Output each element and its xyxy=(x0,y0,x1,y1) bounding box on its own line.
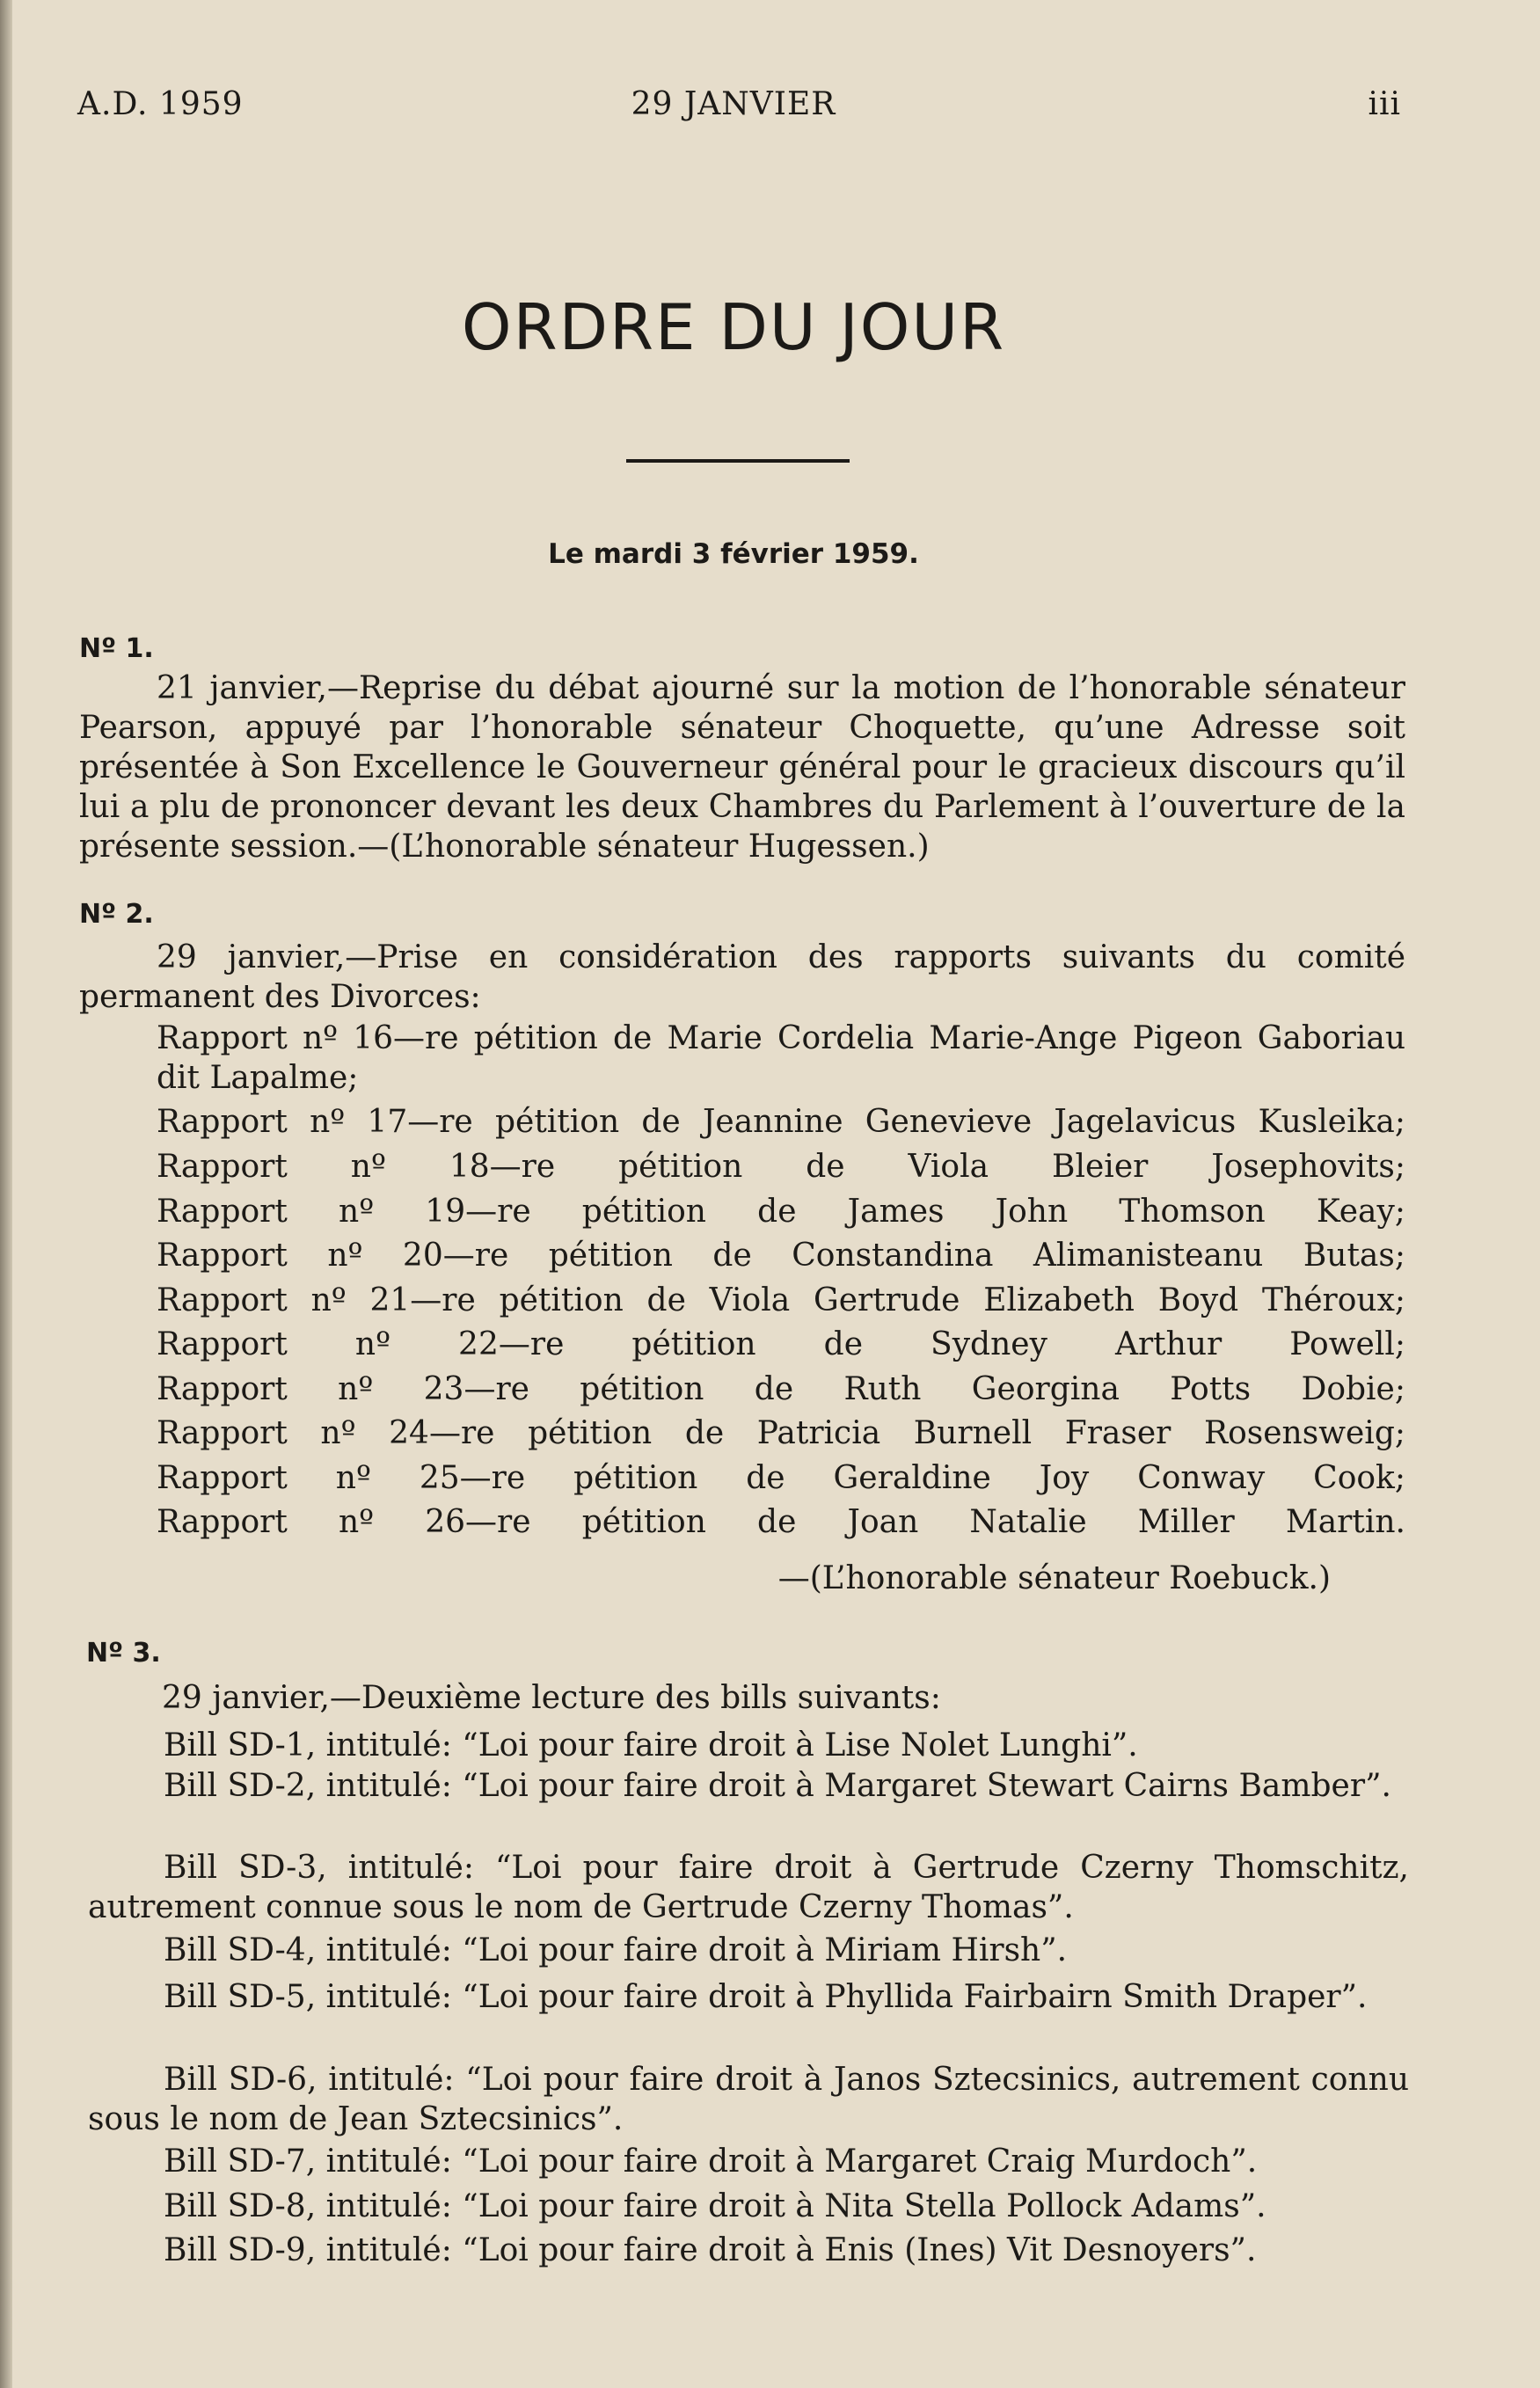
header-year: A.D. 1959 xyxy=(77,86,244,122)
bill-sd-9: Bill SD-9, intitulé: “Loi pour faire droit à Enis (Ines) Vit Desnoyers”. xyxy=(164,2232,1257,2268)
rapport-24: Rapport nº 24—re pétition de Patricia Burnell Fraser Rosensweig; xyxy=(157,1415,1405,1451)
rapport-19: Rapport nº 19—re pétition de James John Thomson Keay; xyxy=(157,1194,1405,1230)
bill-sd-5: Bill SD-5, intitulé: “Loi pour faire droit à Phyllida Fairbairn Smith Draper”. xyxy=(164,1979,1368,2015)
rapport-26: Rapport nº 26—re pétition de Joan Natalie Miller Martin. xyxy=(157,1504,1405,1540)
rapport-21: Rapport nº 21—re pétition de Viola Gertrude Elizabeth Boyd Théroux; xyxy=(157,1282,1405,1318)
rapport-16: Rapport nº 16—re pétition de Marie Cordelia Marie-Ange Pigeon Gaboriau dit Lapalme; xyxy=(157,1020,1405,1096)
item-2-label: Nº 2. xyxy=(79,899,154,930)
header-date: 29 JANVIER xyxy=(631,86,836,122)
rapport-18: Rapport nº 18—re pétition de Viola Bleier Josephovits; xyxy=(157,1149,1405,1185)
rapport-23: Rapport nº 23—re pétition de Ruth Georgina Potts Dobie; xyxy=(157,1371,1405,1407)
bill-sd-6: Bill SD-6, intitulé: “Loi pour faire droit à Janos Sztecsinics, autrement connu sous le nom de Jean Sztecsinics”. xyxy=(88,2062,1409,2137)
rapport-22: Rapport nº 22—re pétition de Sydney Arthur Powell; xyxy=(157,1326,1405,1362)
bill-sd-1: Bill SD-1, intitulé: “Loi pour faire droit à Lise Nolet Lunghi”. xyxy=(164,1727,1138,1764)
item-2-text: 29 janvier,—Prise en considération des rapports suivants du comité permanent des Divorces: xyxy=(79,939,1405,1015)
bill-sd-7: Bill SD-7, intitulé: “Loi pour faire droit à Margaret Craig Murdoch”. xyxy=(164,2143,1258,2180)
bill-sd-8: Bill SD-8, intitulé: “Loi pour faire droit à Nita Stella Pollock Adams”. xyxy=(164,2188,1266,2224)
item-1-text: 21 janvier,—Reprise du débat ajourné sur la motion de l’honorable sénateur Pearson, appuyé par l’honorable sénateur Choquette, qu’une Adresse soit présentée à Son Excellence le Gouverneur général pour le gracieux discours qu’il lui a plu de prononcer devant les deux Chambres du Parlement à l’ouverture de la présente session.—(L’honorable sénateur Hugessen.) xyxy=(79,670,1405,865)
sitting-date: Le mardi 3 février 1959. xyxy=(548,538,919,570)
bill-sd-2: Bill SD-2, intitulé: “Loi pour faire droit à Margaret Stewart Cairns Bamber”. xyxy=(164,1768,1391,1804)
item-3-label: Nº 3. xyxy=(86,1638,161,1669)
rapport-25: Rapport nº 25—re pétition de Geraldine Joy Conway Cook; xyxy=(157,1460,1405,1496)
bill-sd-3: Bill SD-3, intitulé: “Loi pour faire droit à Gertrude Czerny Thomschitz, autrement connue sous le nom de Gertrude Czerny Thomas”. xyxy=(88,1850,1409,1925)
item-2-attribution: —(L’honorable sénateur Roebuck.) xyxy=(777,1560,1331,1596)
title-divider xyxy=(626,459,850,463)
item-3-text: 29 janvier,—Deuxième lecture des bills suivants: xyxy=(162,1680,941,1716)
page-title: ORDRE DU JOUR xyxy=(461,290,1006,364)
item-1-label: Nº 1. xyxy=(79,633,154,664)
header-page-number: iii xyxy=(1368,86,1401,122)
rapport-20: Rapport nº 20—re pétition de Constandina Alimanisteanu Butas; xyxy=(157,1238,1405,1274)
rapport-17: Rapport nº 17—re pétition de Jeannine Genevieve Jagelavicus Kusleika; xyxy=(157,1104,1405,1140)
bill-sd-4: Bill SD-4, intitulé: “Loi pour faire droit à Miriam Hirsh”. xyxy=(164,1932,1068,1968)
